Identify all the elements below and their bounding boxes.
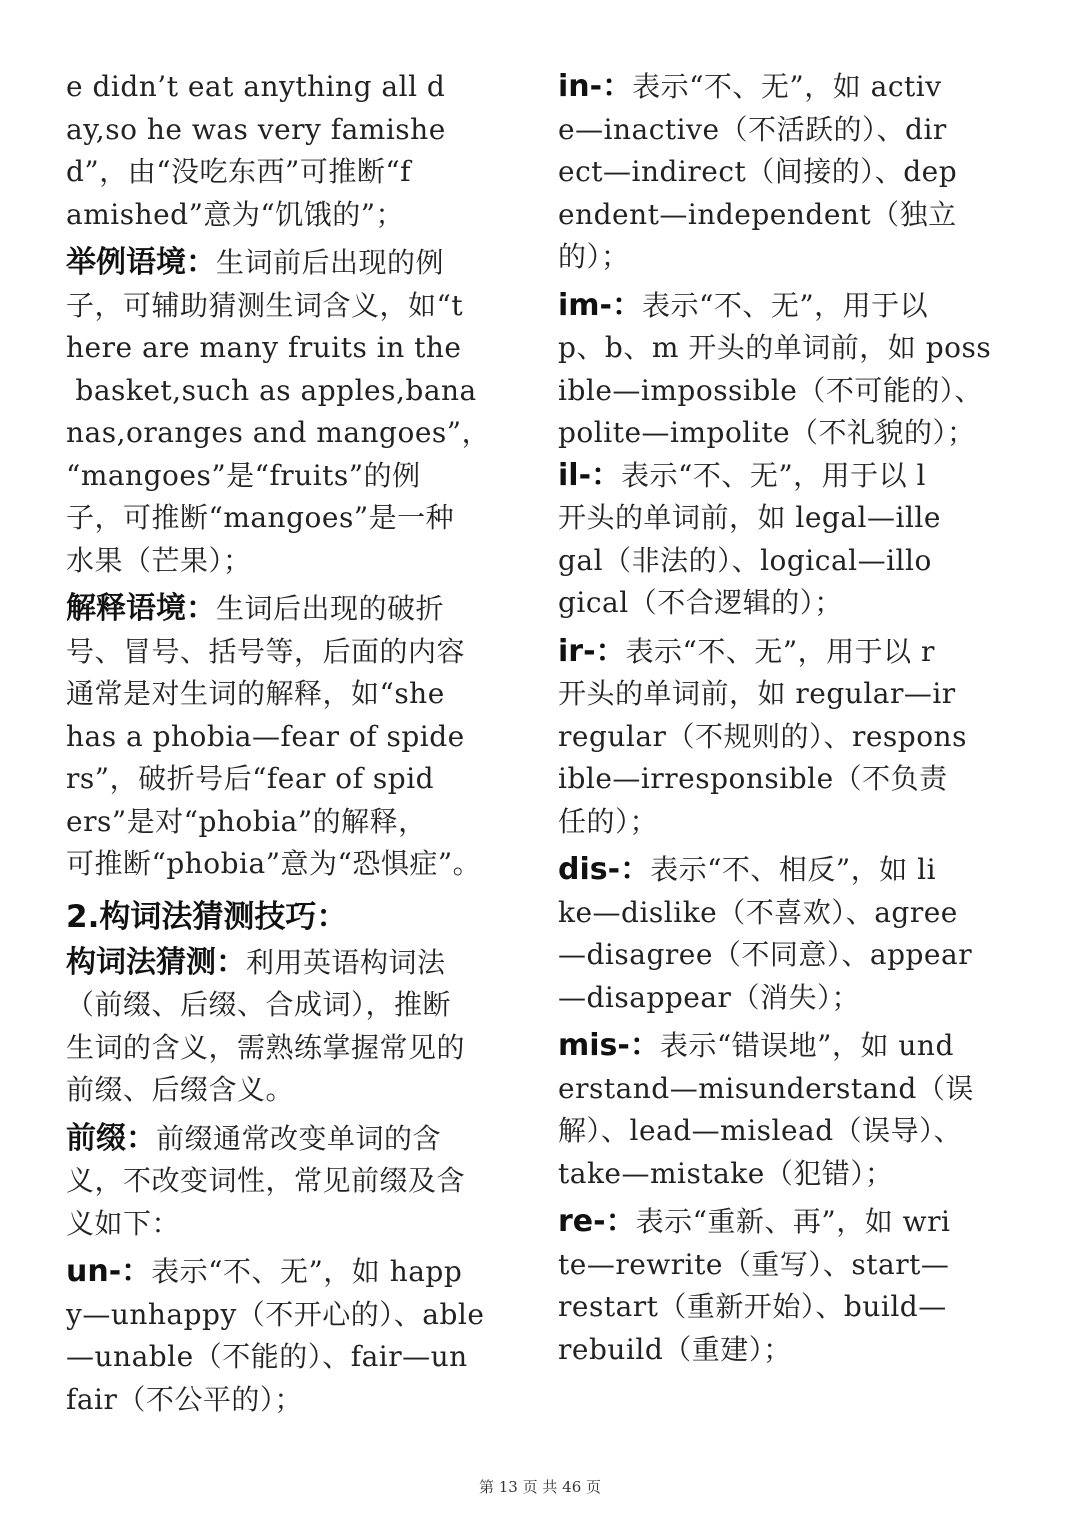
text-line: 子，可辅助猜测生词含义，如“t [66, 288, 464, 322]
paragraph-re-prefix [558, 1201, 1020, 1244]
term-label: ir-： [558, 633, 626, 669]
paragraph-explanation-context [66, 588, 526, 631]
footer-label: 页 [586, 1478, 602, 1496]
text-line: nas,oranges and mangoes”， [66, 416, 491, 449]
text-line: ect—indirect（间接的）、dep [558, 155, 958, 188]
text-line: e—inactive（不活跃的）、dir [558, 112, 947, 146]
term-label: mis-： [558, 1028, 660, 1063]
term-label: re-： [558, 1204, 636, 1239]
text-line: 任的）； [558, 804, 659, 838]
text-line: basket,such as apples,bana [66, 373, 477, 407]
paragraph-prefix-intro [66, 1118, 526, 1161]
text-line: 号、冒号、括号等，后面的内容 [66, 634, 466, 668]
term-label: im-： [558, 287, 642, 323]
footer-label: 第 [478, 1478, 494, 1496]
text-line: rs”，破折号后“fear of spid [66, 762, 435, 795]
text-line: has a phobia—fear of spide [66, 719, 465, 753]
paragraph-il-prefix [558, 455, 1020, 498]
text-line: p、b、m 开头的单词前，如 poss [558, 331, 992, 364]
current-page-number: 13 [498, 1478, 518, 1496]
text-line: gal（非法的）、logical—illo [558, 543, 932, 577]
text-line: te—rewrite（重写）、start— [558, 1247, 950, 1281]
text-line: （前缀、后缀、合成词），推断 [66, 988, 452, 1021]
paragraph-dis-prefix [558, 849, 1020, 892]
text-line: 表示“不、无”，如 happ [151, 1255, 463, 1288]
text-line: y—unhappy（不开心的）、able [66, 1297, 485, 1331]
text-line: —disagree（不同意）、appear [558, 938, 973, 971]
text-line: e didn’t eat anything all d [66, 70, 446, 103]
right-column [558, 66, 1020, 1371]
paragraph-im-prefix [558, 285, 1020, 328]
total-page-count: 46 [562, 1478, 582, 1496]
left-column [66, 66, 526, 1421]
paragraph-word-formation [66, 942, 526, 985]
text-line: 表示“错误地”，如 und [659, 1029, 954, 1062]
term-label: il-： [558, 457, 622, 493]
text-line: 表示“不、无”，用于以 [642, 288, 929, 322]
text-line: 通常是对生词的解释，如“she [66, 677, 445, 710]
text-line: 开头的单词前，如 legal—ille [558, 501, 941, 534]
paragraph-un-prefix [66, 1251, 526, 1294]
term-label: dis-： [558, 852, 651, 887]
text-line: amished”意为“饥饿的”； [66, 197, 405, 231]
paragraph-ir-prefix [558, 631, 1020, 674]
text-line: fair（不公平的）； [66, 1382, 303, 1416]
text-line: 水果（芒果）； [66, 543, 252, 577]
text-line: 解）、lead—mislead（误导）、 [558, 1114, 963, 1147]
text-line: 生词的含义，需熟练掌握常见的 [66, 1030, 466, 1064]
text-line: ible—impossible（不可能的）、 [558, 373, 983, 407]
text-line: 开头的单词前，如 regular—ir [558, 677, 956, 710]
text-line: here are many fruits in the [66, 331, 462, 364]
term-label: 举例语境： [66, 245, 216, 280]
text-line: regular（不规则的）、respons [558, 719, 967, 753]
text-line: 生词后出现的破折 [216, 592, 445, 625]
text-line: 前缀、后缀含义。 [66, 1073, 295, 1106]
text-line: rebuild（重建）； [558, 1332, 792, 1366]
text-line: d”，由“没吃东西”可推断“f [66, 155, 412, 188]
text-line: 子，可推断“mangoes”是一种 [66, 501, 455, 534]
text-line: ke—dislike（不喜欢）、agree [558, 895, 958, 929]
text-line: polite—impolite（不礼貌的）； [558, 416, 976, 449]
text-line: ible—irresponsible（不负责 [558, 762, 948, 795]
footer-label: 页 共 [522, 1478, 558, 1496]
paragraph-in-prefix [558, 66, 1020, 109]
text-line: take—mistake（犯错）； [558, 1156, 894, 1190]
text-line: 生词前后出现的例 [216, 246, 445, 279]
text-line: 表示“不、无”，如 activ [632, 70, 942, 103]
text-line: restart（重新开始）、build— [558, 1290, 947, 1323]
text-line: 利用英语构词法 [246, 945, 446, 979]
term-label: 前缀： [66, 1120, 156, 1156]
term-label: in-： [558, 69, 633, 104]
text-line: gical（不合逻辑的）； [558, 586, 843, 619]
paragraph-mis-prefix [558, 1025, 1020, 1068]
text-line: 义如下： [66, 1206, 181, 1240]
text-line: endent—independent（独立 [558, 197, 957, 231]
text-line: 表示“不、无”，用于以 l [621, 458, 927, 492]
section-heading: 2.构词法猜测技巧： [66, 898, 348, 935]
text-line: 义，不改变词性，常见前缀及含 [66, 1164, 466, 1197]
text-line: 表示“重新、再”，如 wri [635, 1205, 951, 1238]
text-line: —unable（不能的）、fair—un [66, 1340, 468, 1373]
term-label: 构词法猜测： [66, 944, 246, 980]
text-line: 可推断“phobia”意为“恐惧症”。 [66, 847, 482, 880]
text-line: ers”是对“phobia”的解释， [66, 804, 427, 838]
text-line: erstand—misunderstand（误 [558, 1071, 974, 1105]
text-line: 前缀通常改变单词的含 [156, 1121, 442, 1155]
page-footer [0, 1476, 1080, 1497]
paragraph-example-context [66, 242, 526, 285]
text-line: 表示“不、相反”，如 li [650, 853, 937, 886]
text-line: ay,so he was very famishe [66, 112, 446, 146]
text-line: “mangoes”是“fruits”的例 [66, 458, 421, 492]
text-line: 的）； [558, 240, 630, 273]
text-line: —disappear（消失）； [558, 980, 860, 1014]
term-label: un-： [66, 1254, 152, 1289]
text-line: 表示“不、无”，用于以 r [625, 634, 935, 668]
term-label: 解释语境： [66, 591, 216, 626]
